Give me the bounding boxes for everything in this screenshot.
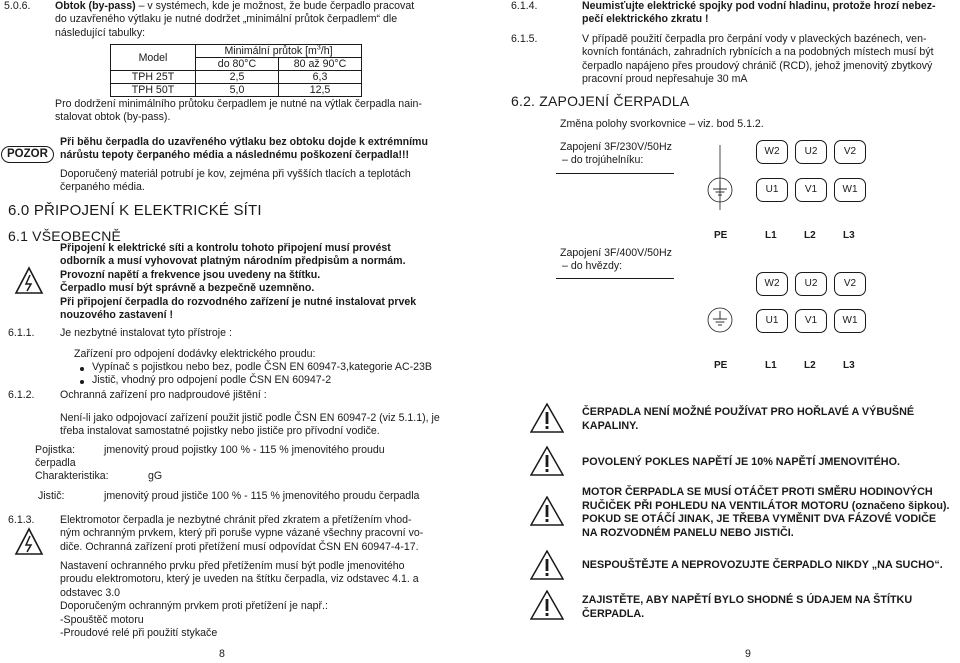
terminal-w1: W1 (834, 309, 866, 333)
bypass-intro: – v systémech, kde je možnost, že bude čerpadlo pracovat (135, 0, 415, 12)
pipe-material-text: Doporučený materiál potrubí je kov, zejména při vyšších tlacích a teplotách čerpaného média. (60, 168, 411, 194)
breaker-label: Jistič: (38, 490, 65, 502)
pozor-badge: POZOR (1, 146, 54, 163)
warning-icon (530, 403, 564, 433)
bullet-dot (80, 380, 84, 384)
section-506-text (55, 0, 450, 40)
terminal-u1: U1 (756, 309, 788, 333)
supply-l2: L2 (804, 360, 816, 371)
terminal-u1: U1 (756, 178, 788, 202)
disconnect-device-text: Zařízení pro odpojení dodávky elektrického proudu: (74, 348, 316, 360)
section-61-heading: 6.1 VŠEOBECNĚ (8, 228, 122, 244)
bypass-line-3: následující tabulky: (55, 26, 146, 39)
terminal-w1: W1 (834, 178, 866, 202)
supply-l3: L3 (843, 360, 855, 371)
supply-l2: L2 (804, 230, 816, 241)
ground-icon (707, 307, 733, 333)
fuse-value-cont: čerpadla (35, 457, 76, 469)
ground-icon (707, 177, 733, 203)
section-61-text: Připojení k elektrické síti a kontrolu tohoto připojení musí provést odborník a musí vyhovovat platným národním předpisům a normám. Provozní napětí a frekvence jsou uvedeny na štítku. Čerpadlo musí být správně a bezpečně uzemněno. Při připojení čerpadla do rozvodného zařízení je nutné instalovat prvek nouzového zastavení ! (60, 242, 417, 322)
pozor-warning-text: Při běhu čerpadla do uzavřeného výtlaku bez obtoku dojde k extrémnímu nárůstu tepoty čerpaného média a následnému poškození čerpadla!!! (60, 136, 428, 162)
warning-flammable: ČERPADLA NENÍ MOŽNÉ POUŽÍVAT PRO HOŘLAVÉ A VÝBUŠNÉ KAPALINY. (582, 406, 915, 432)
table-row: TPH 25T 2,5 6,3 (111, 71, 362, 84)
section-number: 6.1.4. (511, 0, 538, 12)
section-613-text: Elektromotor čerpadla je nezbytné chránit před zkratem a přetížením vhod- ným ochranným prvkem, který při poruše vypne vázané všechny pracovní vo- diče. Ochranná zařízení proti přetížení musí odpovídat ČSN EN 60947-4-17. (60, 514, 424, 553)
terminal-v2: V2 (834, 140, 866, 164)
electric-hazard-icon (14, 527, 44, 557)
section-number: 5.0.6. (4, 0, 31, 12)
terminal-w2: W2 (756, 140, 788, 164)
section-62-heading: 6.2. ZAPOJENÍ ČERPADLA (511, 93, 690, 109)
min-flow-table (110, 44, 362, 97)
section-number: 6.1.1. (8, 327, 35, 339)
fuse-intro-text: Není-li jako odpojovací zařízení použit jistič podle ČSN EN 60947-2 (viz 5.1.1), je třeba instalovat samostatné pojistky nebo jističe pro přívodní vodiče. (60, 412, 440, 438)
breaker-value: jmenovitý proud jističe 100 % - 115 % jmenovitého proudu čerpadla (104, 490, 420, 502)
characteristic-value: gG (148, 470, 163, 482)
bullet-dot (80, 367, 84, 371)
terminal-v1: V1 (795, 178, 827, 202)
warning-icon (530, 590, 564, 620)
section-6-heading: 6.0 PŘIPOJENÍ K ELEKTRICKÉ SÍTI (8, 202, 262, 219)
section-612-text: Ochranná zařízení pro nadproudové jištění : (60, 389, 267, 401)
star-connection-label: Zapojení 3F/400V/50Hz – do hvězdy: (560, 247, 672, 273)
supply-pe: PE (714, 230, 728, 241)
bypass-heading: Obtok (by-pass) (55, 0, 136, 12)
bullet-item: Vypínač s pojistkou nebo bez, podle ČSN EN 60947-3,kategorie AC-23B (92, 361, 432, 373)
supply-pe: PE (714, 360, 728, 371)
section-611-text: Je nezbytné instalovat tyto přístroje : (60, 327, 232, 339)
table-header-flow: Minimální průtok $[m^3/h]$ (196, 45, 362, 58)
bullet-item: Jistič, vhodný pro odpojení podle ČSN EN 60947-2 (92, 374, 332, 386)
section-615-text: V případě použití čerpadla pro čerpání vody v plaveckých bazénech, ven- kovních fontánách, zahradních rybnících a na podobných místech musí být čerpadlo napájeno přes proudový chránič (RCD), jehož jmenovitý zbytkový pracovní proud nepřesahuje 30 mA (582, 33, 934, 86)
warning-icon (530, 550, 564, 580)
terminal-v1: V1 (795, 309, 827, 333)
table-header-model: Model (111, 45, 196, 71)
star-label-underline (556, 278, 674, 279)
after-table-text: Pro dodržení minimálního průtoku čerpadlem je nutné na výtlak čerpadla nain- stalovat obtok (by-pass). (55, 98, 422, 124)
table-row: TPH 50T 5,0 12,5 (111, 84, 362, 97)
overload-setting-text: Nastavení ochranného prvku před přetížením musí být podle jmenovitého proudu elektromotoru, který je uveden na štítku čerpadla, viz odstavec 4.1. a odstavec 3.0 Doporučeným ochranným prvkem proti přetížení je např.: -Spouštěč motoru -Proudové relé při použití stykače (60, 560, 419, 640)
section-number: 6.1.5. (511, 33, 538, 45)
delta-connection-label: Zapojení 3F/230V/50Hz – do trojúhelníku: (560, 141, 672, 167)
warning-dry-run: NESPOUŠTĚJTE A NEPROVOZUJTE ČERPADLO NIKDY „NA SUCHO“. (582, 559, 943, 571)
supply-l1: L1 (765, 230, 777, 241)
supply-l3: L3 (843, 230, 855, 241)
electric-hazard-icon (14, 266, 44, 296)
characteristic-label: Charakteristika: (35, 470, 109, 482)
warning-rated-voltage: ZAJISTĚTE, ABY NAPĚTÍ BYLO SHODNÉ S ÚDAJEM NA ŠTÍTKU ČERPADLA. (582, 594, 913, 620)
terminal-u2: U2 (795, 272, 827, 296)
bypass-line-2: do uzavřeného výtlaku je nutné dodržet „minimální průtok čerpadlem“ dle (55, 13, 398, 26)
fuse-value: jmenovitý proud pojistky 100 % - 115 % jmenovitého proudu (104, 444, 385, 456)
terminal-position-note: Změna polohy svorkovnice – viz. bod 5.1.2. (560, 118, 764, 130)
page-number: 9 (745, 648, 751, 660)
section-number: 6.1.2. (8, 389, 35, 401)
section-number: 6.1.3. (8, 514, 35, 526)
delta-label-underline (556, 173, 674, 174)
page-number: 8 (219, 648, 225, 660)
terminal-u2: U2 (795, 140, 827, 164)
terminal-w2: W2 (756, 272, 788, 296)
warning-voltage-drop: POVOLENÝ POKLES NAPĚTÍ JE 10% NAPĚTÍ JMENOVITÉHO. (582, 456, 900, 468)
section-614-text: Neumisťujte elektrické spojky pod vodní hladinu, protože hrozí nebez- pečí elektrického zkratu ! (582, 0, 936, 26)
warning-icon (530, 496, 564, 526)
table-header-col2: 80 až 90°C (279, 58, 362, 71)
warning-rotation: MOTOR ČERPADLA SE MUSÍ OTÁČET PROTI SMĚRU HODINOVÝCH RUČIČEK PŘI POHLEDU NA VENTILÁTOR MOTORU (označeno šipkou). POKUD SE OTÁČÍ JINAK, JE TŘEBA VYMĚNIT DVA FÁZOVÉ VODIČE NA ROZVODNÉM PANELU NEBO JISTIČI. (582, 486, 950, 539)
warning-icon (530, 446, 564, 476)
fuse-label: Pojistka: (35, 444, 76, 456)
terminal-v2: V2 (834, 272, 866, 296)
table-header-col1: do 80°C (196, 58, 279, 71)
supply-l1: L1 (765, 360, 777, 371)
